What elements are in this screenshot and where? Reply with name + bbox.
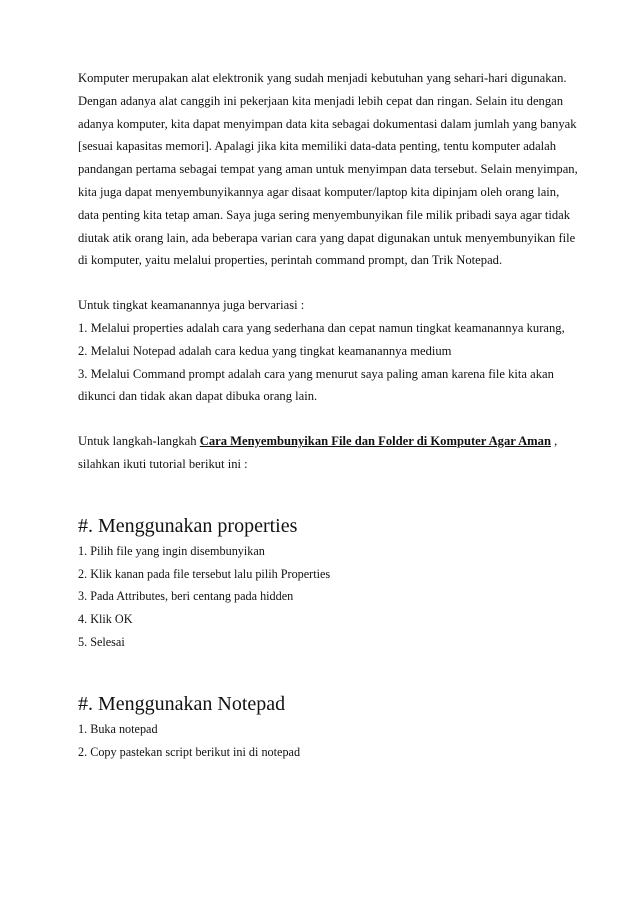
notepad-steps — [78, 718, 578, 764]
document-page — [78, 67, 578, 763]
tutorial-paragraph — [78, 430, 578, 476]
step-item: 2. Copy pastekan script berikut ini di notepad — [78, 744, 301, 759]
tutorial-suffix: , silahkan ikuti tutorial berikut ini : — [78, 434, 558, 471]
security-item: 2. Melalui Notepad adalah cara kedua yang tingkat keamanannya medium — [78, 343, 452, 358]
section-heading-properties: #. Menggunakan properties — [78, 514, 298, 537]
step-item: 1. Pilih file yang ingin disembunyikan — [78, 543, 265, 558]
section-heading-notepad: #. Menggunakan Notepad — [78, 692, 286, 715]
tutorial-link[interactable]: Cara Menyembunyikan File dan Folder di Komputer Agar Aman — [199, 434, 551, 449]
intro-paragraph: Komputer merupakan alat elektronik yang sudah menjadi kebutuhan yang sehari-hari digunakan. Dengan adanya alat canggih ini pekerjaan kita menjadi lebih cepat dan ringan. Selain itu dengan adanya komputer, kita dapat menyimpan data kita sebagai dokumentasi dalam jumlah yang banyak [sesuai kapasitas memori]. Apalagi jika kita memiliki data-data penting, tentu komputer adalah pandangan pertama sebagai tempat yang aman untuk menyimpan data tersebut. Selain menyimpan, kita juga dapat menyembunyikannya agar disaat komputer/laptop kita dipinjam oleh orang lain, data penting kita tetap aman. Saya juga sering menyembunyikan file milik pribadi saya agar tidak diutak atik orang lain, ada beberapa varian cara yang dapat digunakan untuk menyembunyikan file di komputer, yaitu melalui properties, perintah command prompt, dan Trik Notepad. — [78, 71, 578, 268]
spacer — [78, 272, 578, 294]
properties-steps — [78, 540, 578, 654]
spacer — [78, 476, 578, 512]
spacer — [78, 654, 578, 690]
security-intro: Untuk tingkat keamanannya juga bervariasi : — [78, 298, 305, 313]
tutorial-prefix: Untuk langkah-langkah — [78, 434, 200, 449]
step-item: 4. Klik OK — [78, 612, 133, 627]
step-item: 3. Pada Attributes, beri centang pada hidden — [78, 589, 294, 604]
spacer — [78, 408, 578, 430]
security-item: 1. Melalui properties adalah cara yang sederhana dan cepat namun tingkat keamanannya kurang, — [78, 320, 565, 335]
step-item: 2. Klik kanan pada file tersebut lalu pilih Properties — [78, 566, 331, 581]
step-item: 1. Buka notepad — [78, 721, 158, 736]
security-item: 3. Melalui Command prompt adalah cara yang menurut saya paling aman karena file kita akan dikunci dan tidak akan dapat dibuka orang lain. — [78, 366, 554, 404]
step-item: 5. Selesai — [78, 634, 125, 649]
